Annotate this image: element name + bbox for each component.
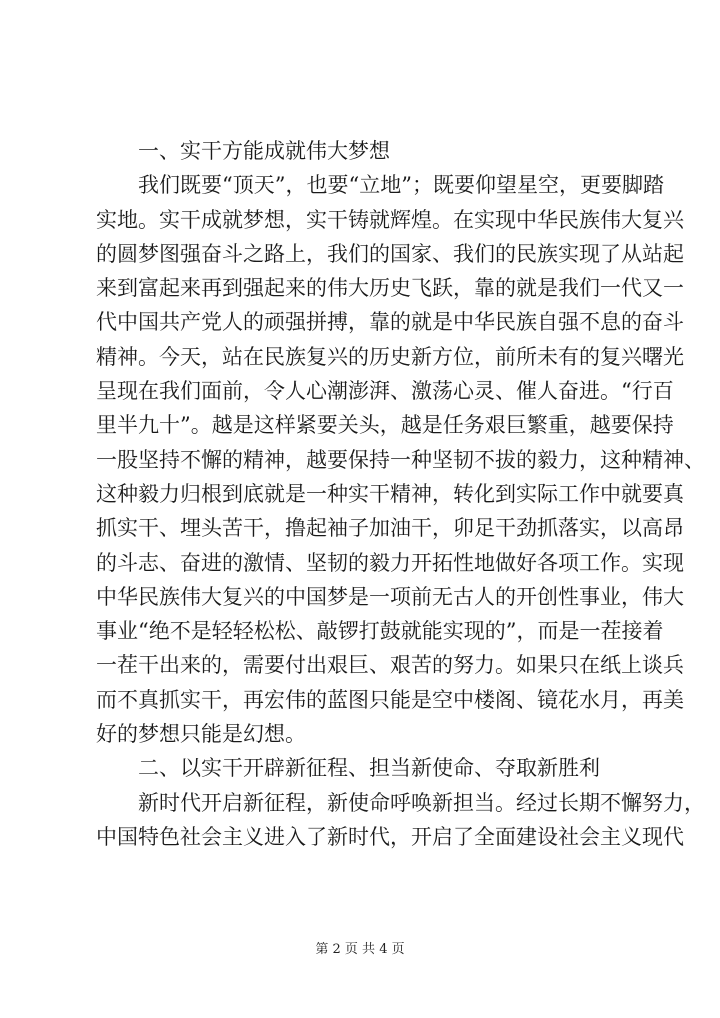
section-heading: 二、以实干开辟新征程、担当新使命、夺取新胜利: [138, 756, 600, 781]
paragraph-line: 代中国共产党人的顽强拼搏，靠的就是中华民族自强不息的奋斗: [96, 310, 684, 335]
paragraph-line: 里半九十”。越是这样紧要关头，越是任务艰巨繁重，越要保持: [96, 413, 674, 438]
paragraph-line: 新时代开启新征程，新使命呼唤新担当。经过长期不懈努力，: [138, 790, 705, 815]
paragraph-line: 中华民族伟大复兴的中国梦是一项前无古人的开创性事业，伟大: [96, 584, 684, 609]
paragraph-line: 精神。今天，站在民族复兴的历史新方位，前所未有的复兴曙光: [96, 344, 684, 369]
paragraph-line: 而不真抓实干，再宏伟的蓝图只能是空中楼阁、镜花水月，再美: [96, 687, 684, 712]
paragraph-line: 一股坚持不懈的精神，越要保持一种坚韧不拔的毅力，这种精神、: [96, 447, 705, 472]
paragraph-line: 中国特色社会主义进入了新时代，开启了全面建设社会主义现代: [96, 824, 684, 849]
paragraph-line: 抓实干、埋头苦干，撸起袖子加油干，卯足干劲抓落实，以高昂: [96, 516, 684, 541]
paragraph-line: 我们既要“顶天”，也要“立地”；既要仰望星空，更要脚踏: [138, 173, 664, 198]
paragraph-line: 事业“绝不是轻轻松松、敲锣打鼓就能实现的”，而是一茬接着: [96, 619, 664, 644]
paragraph-line: 实地。实干成就梦想，实干铸就辉煌。在实现中华民族伟大复兴: [96, 207, 684, 232]
paragraph-line: 好的梦想只能是幻想。: [96, 722, 306, 747]
paragraph-line: 的斗志、奋进的激情、坚韧的毅力开拓性地做好各项工作。实现: [96, 550, 684, 575]
paragraph-line: 这种毅力归根到底就是一种实干精神，转化到实际工作中就要真: [96, 481, 684, 506]
paragraph-line: 的圆梦图强奋斗之路上，我们的国家、我们的民族实现了从站起: [96, 241, 684, 266]
paragraph-line: 呈现在我们面前，令人心潮澎湃、激荡心灵、催人奋进。“行百: [96, 379, 674, 404]
page-number-footer: 第 2 页 共 4 页: [315, 942, 405, 957]
document-body: [96, 134, 705, 854]
paragraph-line: 来到富起来再到强起来的伟大历史飞跃，靠的就是我们一代又一: [96, 276, 684, 301]
paragraph-line: 一茬干出来的，需要付出艰巨、艰苦的努力。如果只在纸上谈兵: [96, 653, 684, 678]
section-heading: 一、实干方能成就伟大梦想: [138, 139, 390, 163]
